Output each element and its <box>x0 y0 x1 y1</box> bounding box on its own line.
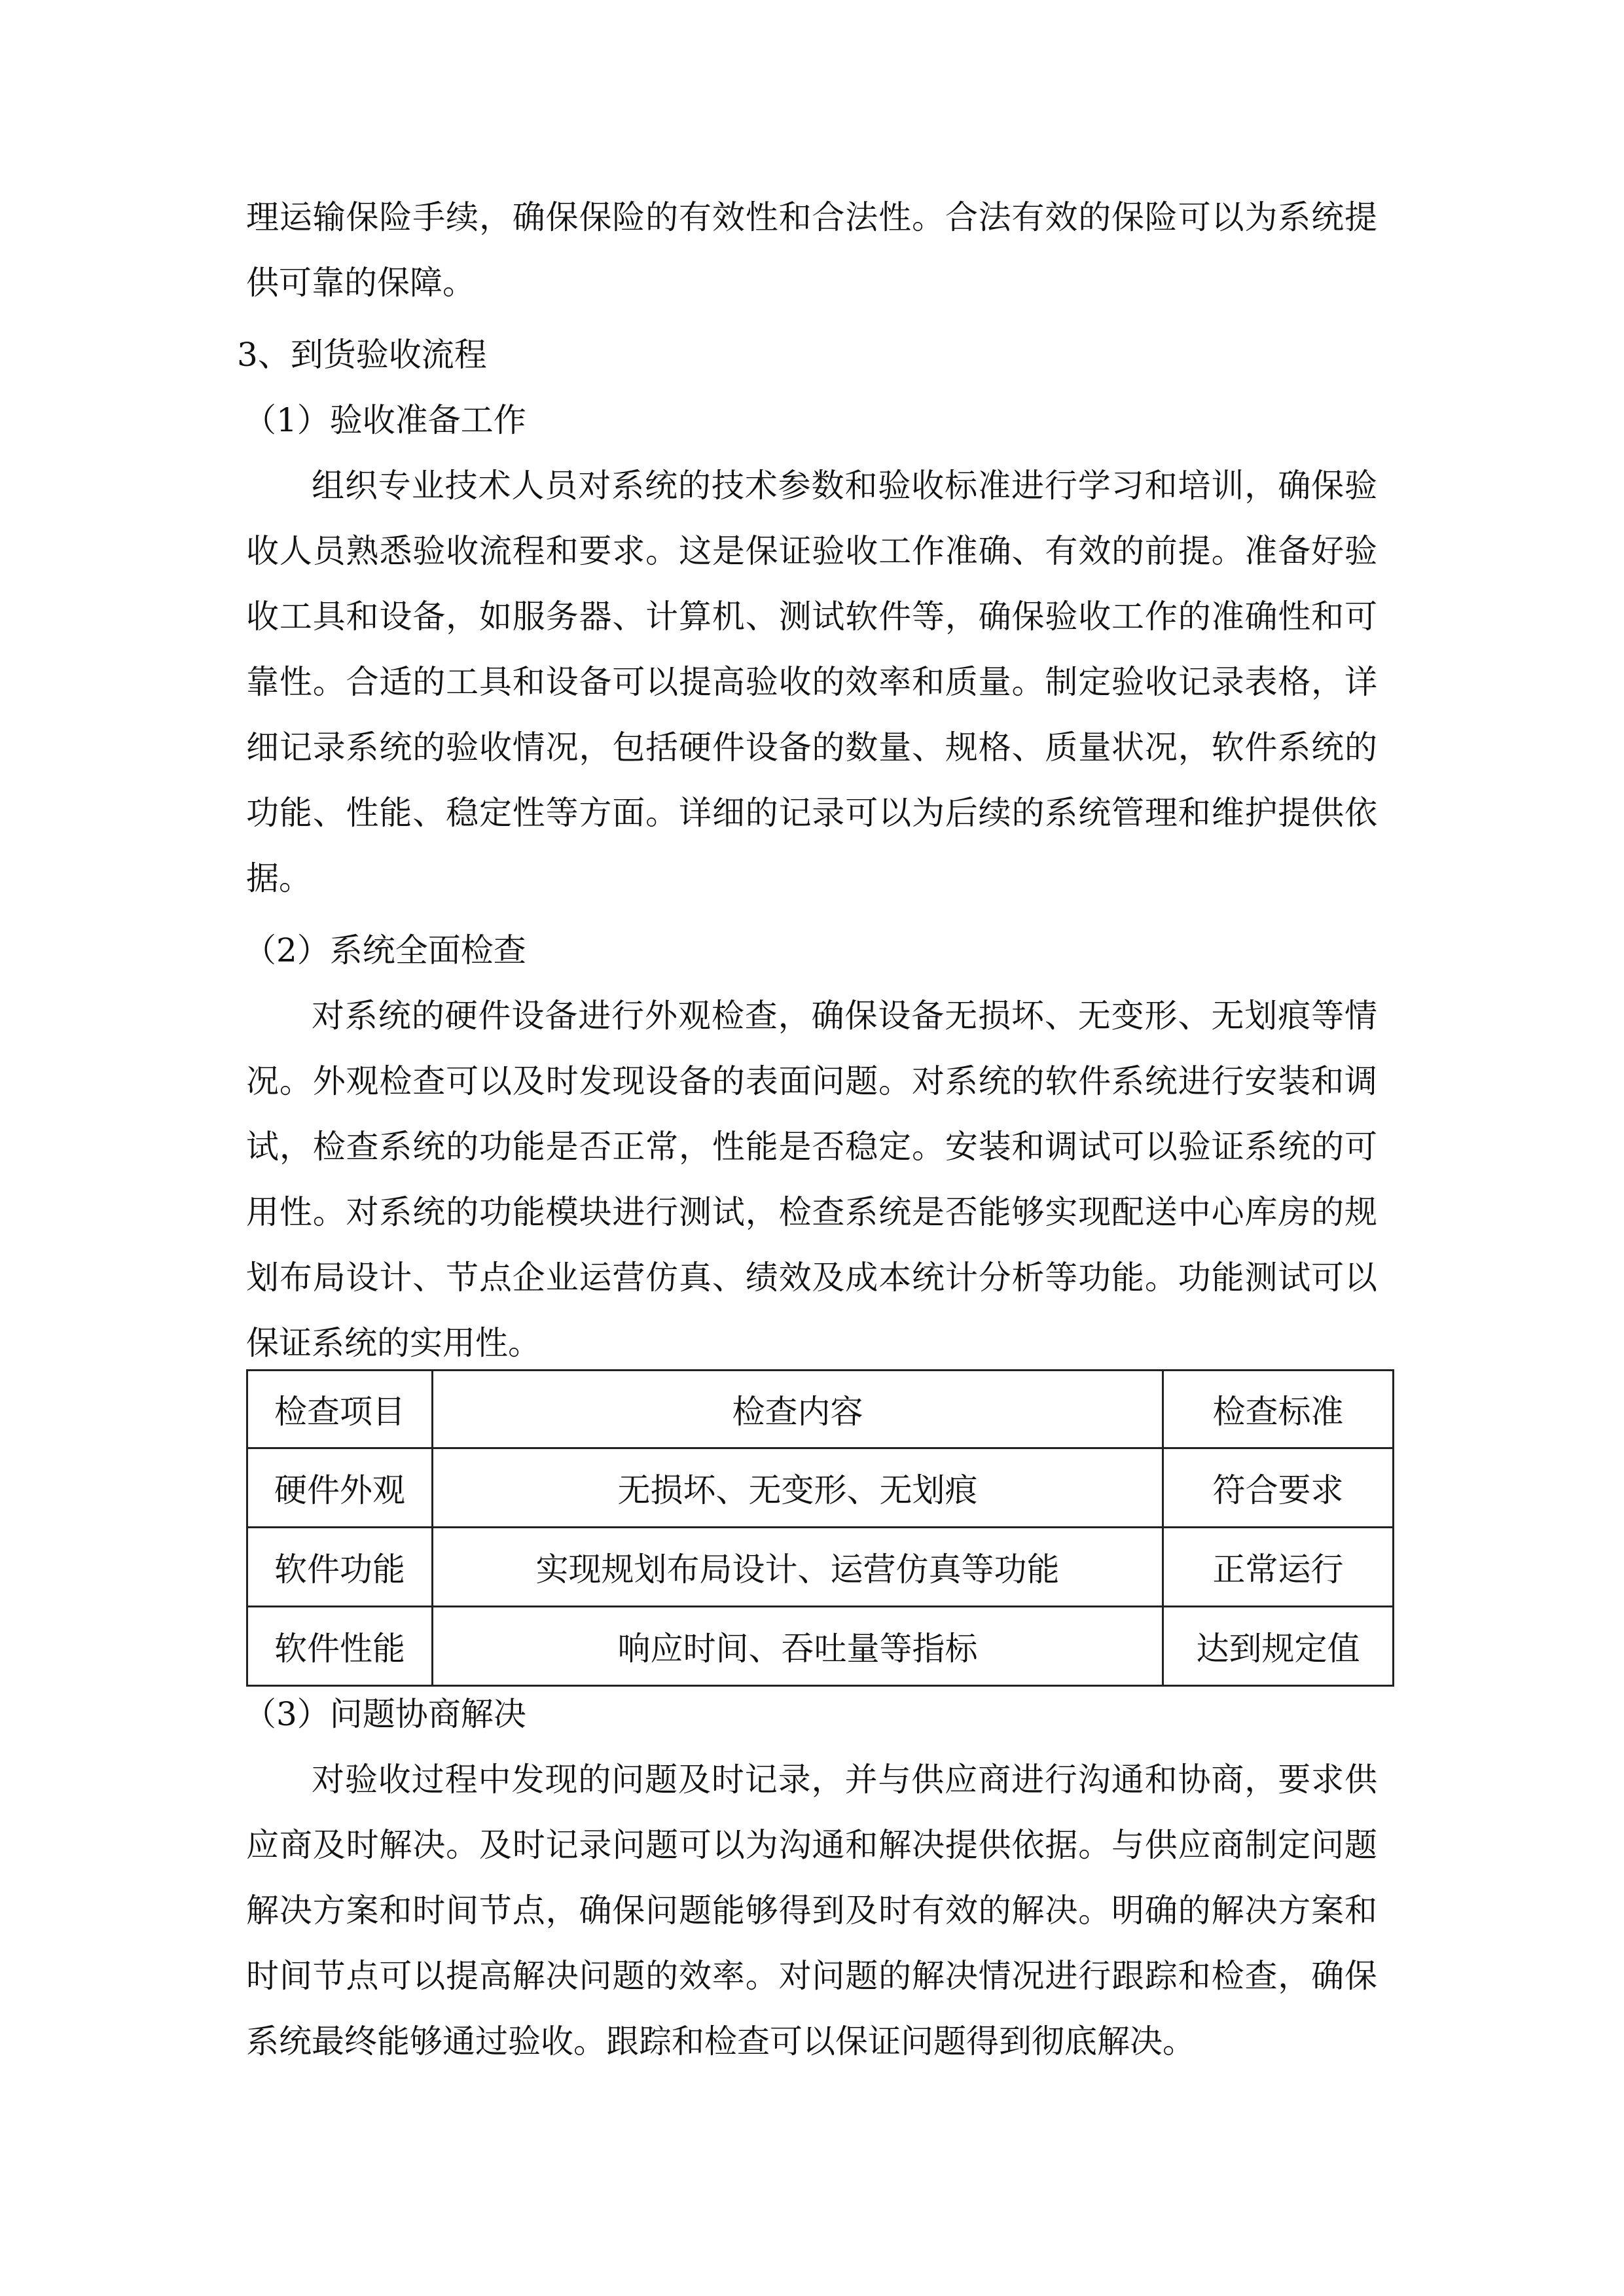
subsection-heading: （3）问题协商解决 <box>244 1695 526 1733</box>
paragraph-line: 对验收过程中发现的问题及时记录，并与供应商进行沟通和协商，要求供 <box>312 1761 1377 1799</box>
paragraph-line: 理运输保险手续，确保保险的有效性和合法性。合法有效的保险可以为系统提 <box>246 198 1377 236</box>
paragraph-line: 功能、性能、稳定性等方面。详细的记录可以为后续的系统管理和维护提供依 <box>246 794 1377 832</box>
paragraph-line: 对系统的硬件设备进行外观检查，确保设备无损坏、无变形、无划痕等情 <box>312 997 1377 1035</box>
table-row <box>247 1448 1394 1528</box>
paragraph-line: 划布局设计、节点企业运营仿真、绩效及成本统计分析等功能。功能测试可以 <box>246 1259 1377 1297</box>
subsection-heading: （2）系统全面检查 <box>244 931 526 969</box>
table-cell: 硬件外观 <box>247 1448 433 1528</box>
table-cell: 符合要求 <box>1163 1448 1394 1528</box>
table-cell: 响应时间、吞吐量等指标 <box>433 1607 1163 1686</box>
subsection-heading: （1）验收准备工作 <box>244 401 526 439</box>
table-cell: 达到规定值 <box>1163 1607 1394 1686</box>
paragraph-line: 组织专业技术人员对系统的技术参数和验收标准进行学习和培训，确保验 <box>312 467 1377 505</box>
paragraph-line: 供可靠的保障。 <box>246 264 475 302</box>
table-cell: 软件功能 <box>247 1528 433 1607</box>
section-heading: 3、到货验收流程 <box>237 336 487 374</box>
paragraph-line: 保证系统的实用性。 <box>246 1324 541 1362</box>
table-cell: 无损坏、无变形、无划痕 <box>433 1448 1163 1528</box>
table-header-cell: 检查内容 <box>433 1371 1163 1448</box>
paragraph-line: 收人员熟悉验收流程和要求。这是保证验收工作准确、有效的前提。准备好验 <box>246 532 1377 570</box>
paragraph-line: 据。 <box>246 859 312 897</box>
table-cell: 正常运行 <box>1163 1528 1394 1607</box>
paragraph-line: 解决方案和时间节点，确保问题能够得到及时有效的解决。明确的解决方案和 <box>246 1892 1377 1929</box>
paragraph-line: 细记录系统的验收情况，包括硬件设备的数量、规格、质量状况，软件系统的 <box>246 728 1377 766</box>
paragraph-line: 况。外观检查可以及时发现设备的表面问题。对系统的软件系统进行安装和调 <box>246 1062 1377 1100</box>
table-header-row <box>247 1371 1394 1448</box>
table-header-cell: 检查项目 <box>247 1371 433 1448</box>
table-header-cell: 检查标准 <box>1163 1371 1394 1448</box>
paragraph-line: 用性。对系统的功能模块进行测试，检查系统是否能够实现配送中心库房的规 <box>246 1193 1377 1231</box>
paragraph-line: 收工具和设备，如服务器、计算机、测试软件等，确保验收工作的准确性和可 <box>246 598 1377 636</box>
table-row <box>247 1607 1394 1686</box>
paragraph-line: 靠性。合适的工具和设备可以提高验收的效率和质量。制定验收记录表格，详 <box>246 663 1377 701</box>
table-cell: 实现规划布局设计、运营仿真等功能 <box>433 1528 1163 1607</box>
inspection-table <box>246 1369 1394 1687</box>
paragraph-line: 系统最终能够通过验收。跟踪和检查可以保证问题得到彻底解决。 <box>246 2022 1195 2060</box>
table-row <box>247 1528 1394 1607</box>
paragraph-line: 时间节点可以提高解决问题的效率。对问题的解决情况进行跟踪和检查，确保 <box>246 1957 1377 1995</box>
table-cell: 软件性能 <box>247 1607 433 1686</box>
paragraph-line: 应商及时解决。及时记录问题可以为沟通和解决提供依据。与供应商制定问题 <box>246 1826 1377 1864</box>
paragraph-line: 试，检查系统的功能是否正常，性能是否稳定。安装和调试可以验证系统的可 <box>246 1128 1377 1166</box>
